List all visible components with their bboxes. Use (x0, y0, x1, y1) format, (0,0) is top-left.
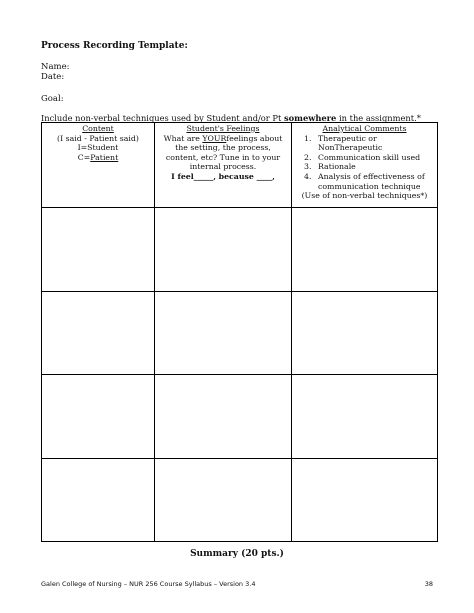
feelings-header-line: the setting, the process, (175, 143, 271, 153)
analysis-entry-cell[interactable] (292, 458, 438, 542)
analytical-list-item (292, 172, 433, 191)
analytical-header-title: Analytical Comments (322, 124, 407, 133)
content-header-line: I=Student (77, 143, 119, 153)
analytical-list-item (292, 162, 433, 172)
feelings-line-part: What are (163, 133, 203, 143)
analytical-list-item (292, 153, 433, 163)
table-row (42, 458, 438, 542)
content-entry-cell[interactable] (42, 458, 155, 542)
goal-field-label: Goal: (41, 94, 64, 104)
table-row (42, 375, 438, 459)
list-item-line: communication technique (318, 181, 421, 191)
feelings-entry-cell[interactable] (155, 208, 292, 292)
list-number: 1. (304, 133, 312, 143)
feelings-line-part: feelings about (226, 133, 283, 143)
name-field-label: Name: (41, 62, 70, 72)
feelings-header-line: content, etc? Tune in to your (165, 152, 281, 162)
content-entry-cell[interactable] (42, 375, 155, 459)
table-header-row (42, 123, 438, 208)
content-header-line (42, 153, 154, 163)
page-footer: Galen College of Nursing – NUR 256 Course Syllabus – Version 3.4 (41, 580, 256, 588)
analysis-entry-cell[interactable] (292, 291, 438, 375)
analytical-list-item (292, 134, 433, 153)
list-item-line: Communication skill used (318, 152, 421, 162)
table-row (42, 208, 438, 292)
feelings-line-emphasis: YOUR (202, 133, 227, 143)
analysis-entry-cell[interactable] (292, 375, 438, 459)
feelings-header-cell (155, 123, 292, 208)
feelings-header-line (155, 134, 291, 144)
feelings-entry-cell[interactable] (155, 375, 292, 459)
analysis-entry-cell[interactable] (292, 208, 438, 292)
content-header-title: Content (82, 124, 114, 133)
feelings-entry-cell[interactable] (155, 458, 292, 542)
analytical-list (292, 134, 437, 192)
list-number: 3. (304, 162, 312, 172)
list-item-line: Therapeutic or (318, 133, 377, 143)
list-number: 2. (304, 152, 312, 162)
date-field-label: Date: (41, 72, 65, 82)
feelings-header-prompt: I feel_____, because ____, (171, 171, 275, 181)
content-header-prefix: C= (77, 152, 91, 162)
summary-heading: Summary (20 pts.) (190, 549, 284, 559)
analytical-header-note: (Use of non-verbal techniques*) (301, 191, 428, 201)
content-header-line: (I said - Patient said) (57, 133, 139, 143)
list-item-line: Rationale (318, 162, 356, 172)
table-row (42, 291, 438, 375)
feelings-header-title: Student's Feelings (186, 124, 260, 133)
page-number: 38 (424, 580, 433, 588)
content-entry-cell[interactable] (42, 208, 155, 292)
list-number: 4. (304, 171, 312, 181)
instruction-emphasis: somewhere (283, 113, 337, 123)
analytical-header-cell (292, 123, 438, 208)
feelings-entry-cell[interactable] (155, 291, 292, 375)
feelings-header-line: internal process. (189, 162, 257, 172)
content-header-term: Patient (90, 152, 119, 162)
process-recording-table (41, 122, 438, 542)
page-title: Process Recording Template: (41, 41, 188, 51)
instruction-after: in the assignment.* (336, 113, 421, 123)
content-header-cell (42, 123, 155, 208)
list-item-line: Analysis of effectiveness of (318, 171, 425, 181)
list-item-line: NonTherapeutic (318, 143, 383, 153)
content-entry-cell[interactable] (42, 291, 155, 375)
instruction-before: Include non-verbal techniques used by Student and/or Pt (41, 113, 284, 123)
